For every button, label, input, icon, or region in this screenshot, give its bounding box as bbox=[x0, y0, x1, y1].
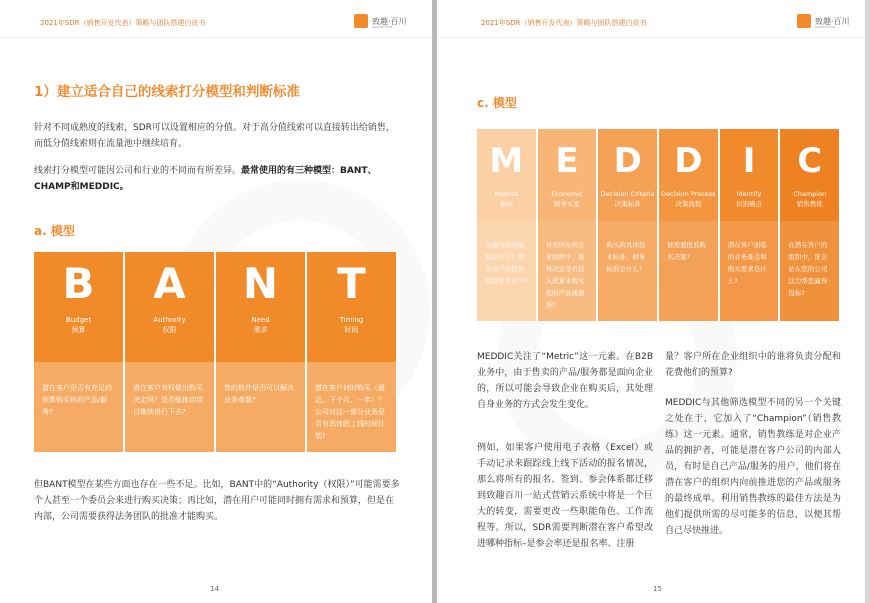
page-header bbox=[437, 0, 870, 38]
column-chinese-name: 权限 bbox=[162, 326, 177, 334]
column-header bbox=[659, 129, 718, 221]
column-english-name: Economic bbox=[551, 190, 583, 198]
column-letter: I bbox=[742, 141, 756, 181]
column-letter: M bbox=[489, 141, 524, 181]
column-english-name: Champion bbox=[793, 190, 827, 198]
paragraph-2-text: 线索打分模型可能因公司和行业的不同而有所差异。 bbox=[34, 166, 242, 176]
logo-subtext: MARKETING bbox=[372, 25, 393, 29]
bant-table bbox=[34, 252, 396, 452]
column-chinese-name: 决策标准 bbox=[614, 200, 641, 208]
column-letter: D bbox=[613, 141, 642, 181]
model-subheading: c. 模型 bbox=[477, 96, 517, 110]
paragraph-1: 针对不同成熟度的线索，SDR可以设置相应的分值。对于高分值线索可以直接转出给销售，而低分值线索则在流量池中继续培育。 bbox=[34, 123, 395, 149]
column-chinese-name: 预算 bbox=[71, 326, 86, 334]
column-header bbox=[538, 129, 597, 221]
column-letter: A bbox=[153, 259, 186, 308]
page-right bbox=[437, 0, 870, 603]
column-header bbox=[780, 129, 839, 221]
logo-subtext: MARKETING bbox=[815, 25, 836, 29]
paragraph-2 bbox=[34, 163, 402, 195]
page-number: 15 bbox=[653, 585, 662, 593]
column-header bbox=[34, 252, 123, 362]
model-column-decision-process bbox=[659, 129, 718, 321]
header-title: 2021年SDR（销售开发代表）策略与团队搭建白皮书 bbox=[481, 19, 647, 27]
column-letter: C bbox=[797, 141, 823, 181]
column-header bbox=[477, 129, 536, 221]
column-question: 在潜在客户的组织中，谁会站在您的公司这边帮您赢得投标? bbox=[780, 221, 839, 321]
column-chinese-name: 决策流程 bbox=[675, 200, 702, 208]
logo-text: 致趣·百川 bbox=[815, 17, 850, 26]
column-header bbox=[598, 129, 657, 221]
brand-logo bbox=[797, 14, 851, 30]
column-2-paragraph-1: 量？客户所在企业组织中的谁将负责分配和花费他们的预算? bbox=[665, 352, 841, 378]
paragraph-3: 但BANT模型在某些方面也存在一些不足。比如，BANT中的“Authority（权限）”可能需要多个人甚至一个委员会来进行购买决策；再比如，潜在用户可能同时拥有需求和预算，但是在内部，公司需要获得法务团队的批准才能购买。 bbox=[34, 480, 400, 522]
column-chinese-name: 财务买家 bbox=[554, 200, 580, 208]
column-question: 您的软件是否可以解决业务难题? bbox=[216, 362, 305, 452]
column-question: 潜在客户有权做出购买决定吗？是否能推动项目继续进行下去? bbox=[125, 362, 214, 452]
page-number: 14 bbox=[210, 585, 219, 593]
column-question: 潜在客户面临的业务难点和购买需求是什么? bbox=[720, 221, 779, 321]
model-column-need bbox=[216, 252, 305, 452]
section-heading: 1）建立适合自己的线索打分模型和判断标准 bbox=[34, 84, 300, 100]
column-header bbox=[720, 129, 779, 221]
model-column-metrics bbox=[477, 129, 536, 321]
column-chinese-name: 指标 bbox=[499, 200, 513, 208]
logo-text: 致趣·百川 bbox=[372, 17, 407, 26]
column-english-name: Metrics bbox=[494, 190, 519, 198]
brand-logo bbox=[354, 14, 408, 30]
meddic-table bbox=[477, 129, 839, 321]
page-header bbox=[0, 0, 432, 38]
column-chinese-name: 销售教练 bbox=[796, 200, 823, 208]
header-title: 2021年SDR（销售开发代表）策略与团队搭建白皮书 bbox=[40, 19, 206, 27]
column-2-paragraph-2: MEDDIC与其他筛选模型不同的另一个关键之处在于，它加入了“Champion”（销售教练）这一元素。通常，销售教练是对企业产品的拥护者，可能是潜在客户公司的内部人员，有时是自己产品/服务的用户，他们将在潜在客户的组织内向前推进您的产品或服务的最终成单。利用销售教练的最佳方法是为他们提供所需的尽可能多的信息，以便其帮自己尽快推进。 bbox=[665, 398, 841, 536]
model-column-decision-criteria bbox=[598, 129, 657, 321]
column-chinese-name: 识别痛点 bbox=[736, 200, 763, 208]
logo-icon bbox=[797, 14, 811, 28]
column-question: 关键的绩效指标是什么？潜在客户的投资回报率是多少? bbox=[477, 221, 536, 321]
column-question: 谁需要批准购买决策? bbox=[659, 221, 718, 321]
column-question: 购买的具体技术标准、财务标准是什么? bbox=[598, 221, 657, 321]
column-1-paragraph-2: 例如，如果客户使用电子表格（Excel）或手动记录来跟踪线上线下活动的报名情况，那么将所有的报名、签到、参会体系都迁移到致趣百川一站式营销云系统中将是一个巨大的转变，需要更改一些职能角色、工作流程等。所以，SDR需要判断潜在客户希望改进哪种指标–是参会率还是报名率、注册 bbox=[477, 443, 653, 549]
column-letter: T bbox=[337, 259, 366, 308]
model-column-identify bbox=[720, 129, 779, 321]
column-question: 对方所在的企业组织中，谁将决定是否投入预算来购买您的产品或服务? bbox=[538, 221, 597, 321]
column-english-name: Decision Process bbox=[661, 190, 716, 198]
model-subheading: a. 模型 bbox=[34, 224, 75, 238]
column-english-name: Timing bbox=[339, 316, 364, 324]
column-header bbox=[125, 252, 214, 362]
column-letter: B bbox=[62, 259, 95, 308]
column-chinese-name: 需求 bbox=[253, 326, 268, 334]
column-chinese-name: 时间 bbox=[344, 326, 359, 334]
scrollbar[interactable] bbox=[865, 0, 870, 603]
column-english-name: Budget bbox=[65, 316, 92, 324]
column-english-name: Decision Criteria bbox=[600, 190, 655, 198]
column-1-paragraph-1: MEDDIC关注了“Metric”这一元素。在B2B业务中，由于售卖的产品/服务都是面向企业的，所以可能会导致企业在购买后，其处理自身业务的方式会发生变化。 bbox=[477, 352, 653, 410]
column-header bbox=[216, 252, 305, 362]
column-english-name: Authority bbox=[153, 316, 186, 324]
column-letter: D bbox=[674, 141, 703, 181]
model-column-authority bbox=[125, 252, 214, 452]
column-english-name: Need bbox=[251, 316, 270, 324]
model-column-timing bbox=[307, 252, 396, 452]
model-column-champion bbox=[780, 129, 839, 321]
page-left bbox=[0, 0, 432, 603]
model-column-economic bbox=[538, 129, 597, 321]
column-question: 潜在客户是否有充足的预算购买你的产品/服务? bbox=[34, 362, 123, 452]
column-letter: E bbox=[555, 141, 579, 181]
column-header bbox=[307, 252, 396, 362]
column-letter: N bbox=[242, 259, 279, 308]
paragraph-2-bold: 最常使用的有三种模型：BANT、CHAMP和MEDDIC。 bbox=[34, 166, 377, 192]
logo-icon bbox=[354, 14, 368, 28]
column-question: 潜在客户何时购买（最近、下个月、一年）？公司对这一部分业务是否有具体的上线时间计划? bbox=[307, 362, 396, 452]
model-column-budget bbox=[34, 252, 123, 452]
column-english-name: Identify bbox=[736, 190, 762, 198]
